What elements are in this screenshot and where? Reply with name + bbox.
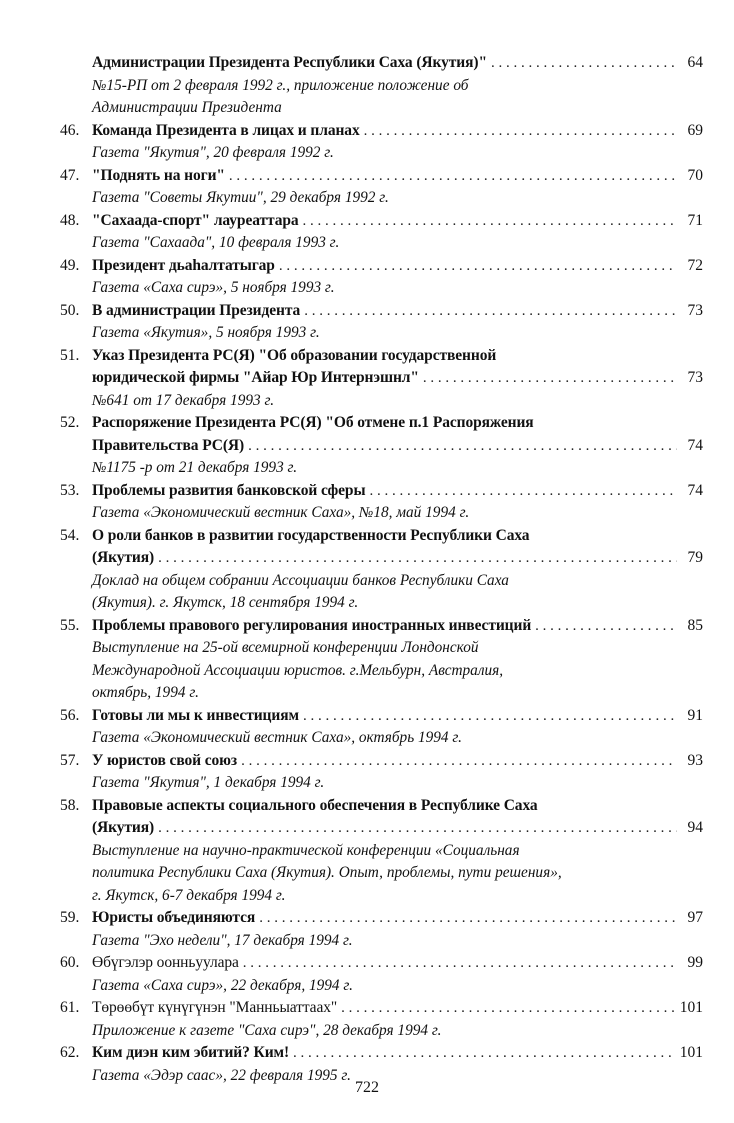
- toc-entry: [60, 525, 703, 615]
- entry-page-number: 70: [687, 166, 703, 184]
- toc-entry: [60, 907, 703, 952]
- toc-entry: [60, 952, 703, 997]
- entry-source-note: Газета "Сахаада", 10 февраля 1993 г.: [92, 234, 340, 251]
- entry-source-note: Международной Ассоциации юристов. г.Мельбурн, Австралия,: [92, 661, 504, 679]
- entry-title: юридической фирмы "Айар Юр Интернэшнл": [92, 369, 419, 386]
- entry-source-note: Газета «Якутия», 5 ноября 1993 г.: [92, 324, 320, 341]
- dot-leader: [259, 907, 677, 930]
- entry-title: В администрации Президента: [92, 301, 301, 319]
- entry-source-note: Доклад на общем собрании Ассоциации банков Республики Саха: [92, 571, 509, 589]
- toc-entry: [60, 412, 703, 480]
- dot-leader: [241, 750, 677, 773]
- entry-source-note: №641 от 17 декабря 1993 г.: [92, 391, 275, 409]
- entry-source-note: Газета "Советы Якутии", 29 декабря 1992 г.: [92, 189, 389, 206]
- entry-number: 58.: [60, 796, 80, 814]
- toc-entry: [60, 255, 703, 300]
- entry-source-note: Администрации Президента: [92, 99, 282, 116]
- entry-source-note: октябрь, 1994 г.: [92, 684, 199, 701]
- dot-leader: [369, 480, 677, 503]
- entry-title: Президент дьаһалтатыгар: [92, 256, 275, 274]
- entry-number: 50.: [60, 301, 80, 319]
- entry-page-number: 97: [687, 909, 703, 926]
- entry-number: 46.: [60, 121, 80, 139]
- toc-entry: [60, 120, 703, 165]
- dot-leader: [243, 952, 677, 975]
- entry-title: Өбүгэлэр оонньуулара: [92, 954, 239, 971]
- entry-page-number: 64: [687, 54, 703, 71]
- entry-number: 48.: [60, 211, 80, 229]
- toc-entry: [60, 210, 703, 255]
- entry-source-note: Газета «Экономический вестник Саха», октябрь 1994 г.: [92, 729, 462, 746]
- entry-number: 56.: [60, 706, 80, 724]
- dot-leader: [279, 255, 677, 278]
- entry-title: "Поднять на ноги": [92, 166, 225, 184]
- entry-title: (Якутия): [92, 549, 155, 566]
- entry-title-first-line: Указ Президента РС(Я) "Об образовании государственной: [92, 346, 497, 364]
- entry-title: Проблемы правового регулирования иностранных инвестиций: [92, 616, 532, 634]
- entry-page-number: 99: [687, 954, 703, 971]
- dot-leader: [423, 367, 677, 390]
- entry-title: Ким диэн ким эбитий? Ким!: [92, 1044, 290, 1061]
- dot-leader: [293, 1042, 676, 1065]
- entry-source-note: Газета "Якутия", 1 декабря 1994 г.: [92, 774, 325, 791]
- entry-title: "Сахаада-спорт" лауреаттара: [92, 211, 299, 229]
- dot-leader: [303, 705, 677, 728]
- entry-page-number: 74: [687, 436, 703, 454]
- entry-title: Юристы объединяются: [92, 909, 256, 926]
- entry-title: Готовы ли мы к инвестициям: [92, 706, 299, 724]
- entry-page-number: 101: [679, 999, 703, 1016]
- toc-entry: [60, 795, 703, 908]
- entry-page-number: 93: [687, 751, 703, 769]
- toc-entry: [60, 300, 703, 345]
- entry-page-number: 101: [679, 1044, 703, 1061]
- entry-number: 49.: [60, 256, 80, 274]
- entry-number: 52.: [60, 414, 80, 431]
- dot-leader: [158, 817, 677, 840]
- entry-number: 55.: [60, 616, 80, 634]
- entry-page-number: 69: [687, 121, 703, 139]
- entry-title: Правительства РС(Я): [92, 436, 245, 454]
- entry-source-note: политика Республики Саха (Якутия). Опыт, проблемы, пути решения»,: [92, 864, 562, 881]
- dot-leader: [248, 435, 677, 458]
- entry-title-first-line: О роли банков в развитии государственности Республики Саха: [92, 526, 530, 544]
- toc-entry: [60, 52, 703, 120]
- entry-number: 62.: [60, 1044, 80, 1061]
- entry-number: 57.: [60, 751, 80, 769]
- entry-number: 60.: [60, 954, 80, 971]
- toc-entry: [60, 750, 703, 795]
- entry-number: 59.: [60, 909, 80, 926]
- dot-leader: [229, 165, 677, 188]
- entry-title-first-line: Распоряжение Президента РС(Я) "Об отмене п.1 Распоряжения: [92, 414, 534, 431]
- entry-number: 51.: [60, 346, 80, 364]
- entry-page-number: 72: [687, 256, 703, 274]
- dot-leader: [364, 120, 677, 143]
- page-number: 722: [355, 1079, 379, 1096]
- dot-leader: [304, 300, 677, 323]
- entry-title: У юристов свой союз: [92, 751, 238, 769]
- entry-page-number: 73: [687, 369, 703, 386]
- toc-entry: [60, 615, 703, 705]
- entry-number: 47.: [60, 166, 80, 184]
- entry-title: Команда Президента в лицах и планах: [92, 121, 360, 139]
- entry-title-first-line: Правовые аспекты социального обеспечения в Республике Саха: [92, 796, 538, 814]
- entry-source-note: Газета «Саха сирэ», 22 декабря, 1994 г.: [92, 976, 353, 994]
- entry-source-note: Приложение к газете "Саха сирэ", 28 декабря 1994 г.: [92, 1021, 442, 1039]
- entry-source-note: Газета «Эдэр саас», 22 февраля 1995 г.: [92, 1066, 351, 1084]
- toc-entry: [60, 480, 703, 525]
- entry-source-note: Газета «Экономический вестник Саха», №18, май 1994 г.: [92, 504, 470, 521]
- entry-page-number: 91: [687, 706, 703, 724]
- dot-leader: [491, 52, 677, 75]
- entry-number: 53.: [60, 481, 80, 499]
- entry-page-number: 73: [687, 301, 703, 319]
- entry-source-note: Газета "Эхо недели", 17 декабря 1994 г.: [92, 931, 353, 949]
- table-of-contents: [60, 52, 703, 1087]
- entry-source-note: №1175 -р от 21 декабря 1993 г.: [92, 459, 298, 476]
- entry-source-note: Выступление на научно-практической конференции «Социальная: [92, 841, 520, 859]
- toc-entry: [60, 705, 703, 750]
- entry-number: 54.: [60, 526, 80, 544]
- toc-entry: [60, 165, 703, 210]
- entry-page-number: 85: [687, 616, 703, 634]
- entry-page-number: 94: [687, 819, 703, 836]
- toc-entry: [60, 997, 703, 1042]
- entry-title: Проблемы развития банковской сферы: [92, 481, 366, 499]
- entry-page-number: 79: [687, 549, 703, 566]
- entry-title: Төрөөбүт күнүгүнэн "Манньыаттаах": [92, 999, 338, 1016]
- entry-source-note: Выступление на 25-ой всемирной конференции Лондонской: [92, 639, 479, 656]
- dot-leader: [158, 547, 677, 570]
- dot-leader: [341, 997, 676, 1020]
- entry-title: Администрации Президента Республики Саха (Якутия)": [92, 54, 487, 71]
- entry-number: 61.: [60, 999, 80, 1016]
- entry-source-note: №15-РП от 2 февраля 1992 г., приложение положение об: [92, 76, 469, 94]
- entry-source-note: Газета "Якутия", 20 февраля 1992 г.: [92, 144, 334, 161]
- entry-source-note: Газета «Саха сирэ», 5 ноября 1993 г.: [92, 279, 335, 296]
- entry-page-number: 71: [687, 211, 703, 229]
- dot-leader: [303, 210, 677, 233]
- dot-leader: [535, 615, 677, 638]
- toc-entry: [60, 345, 703, 413]
- entry-page-number: 74: [687, 481, 703, 499]
- entry-source-note: (Якутия). г. Якутск, 18 сентября 1994 г.: [92, 594, 359, 611]
- entry-source-note: г. Якутск, 6-7 декабря 1994 г.: [92, 886, 286, 904]
- entry-title: (Якутия): [92, 819, 155, 836]
